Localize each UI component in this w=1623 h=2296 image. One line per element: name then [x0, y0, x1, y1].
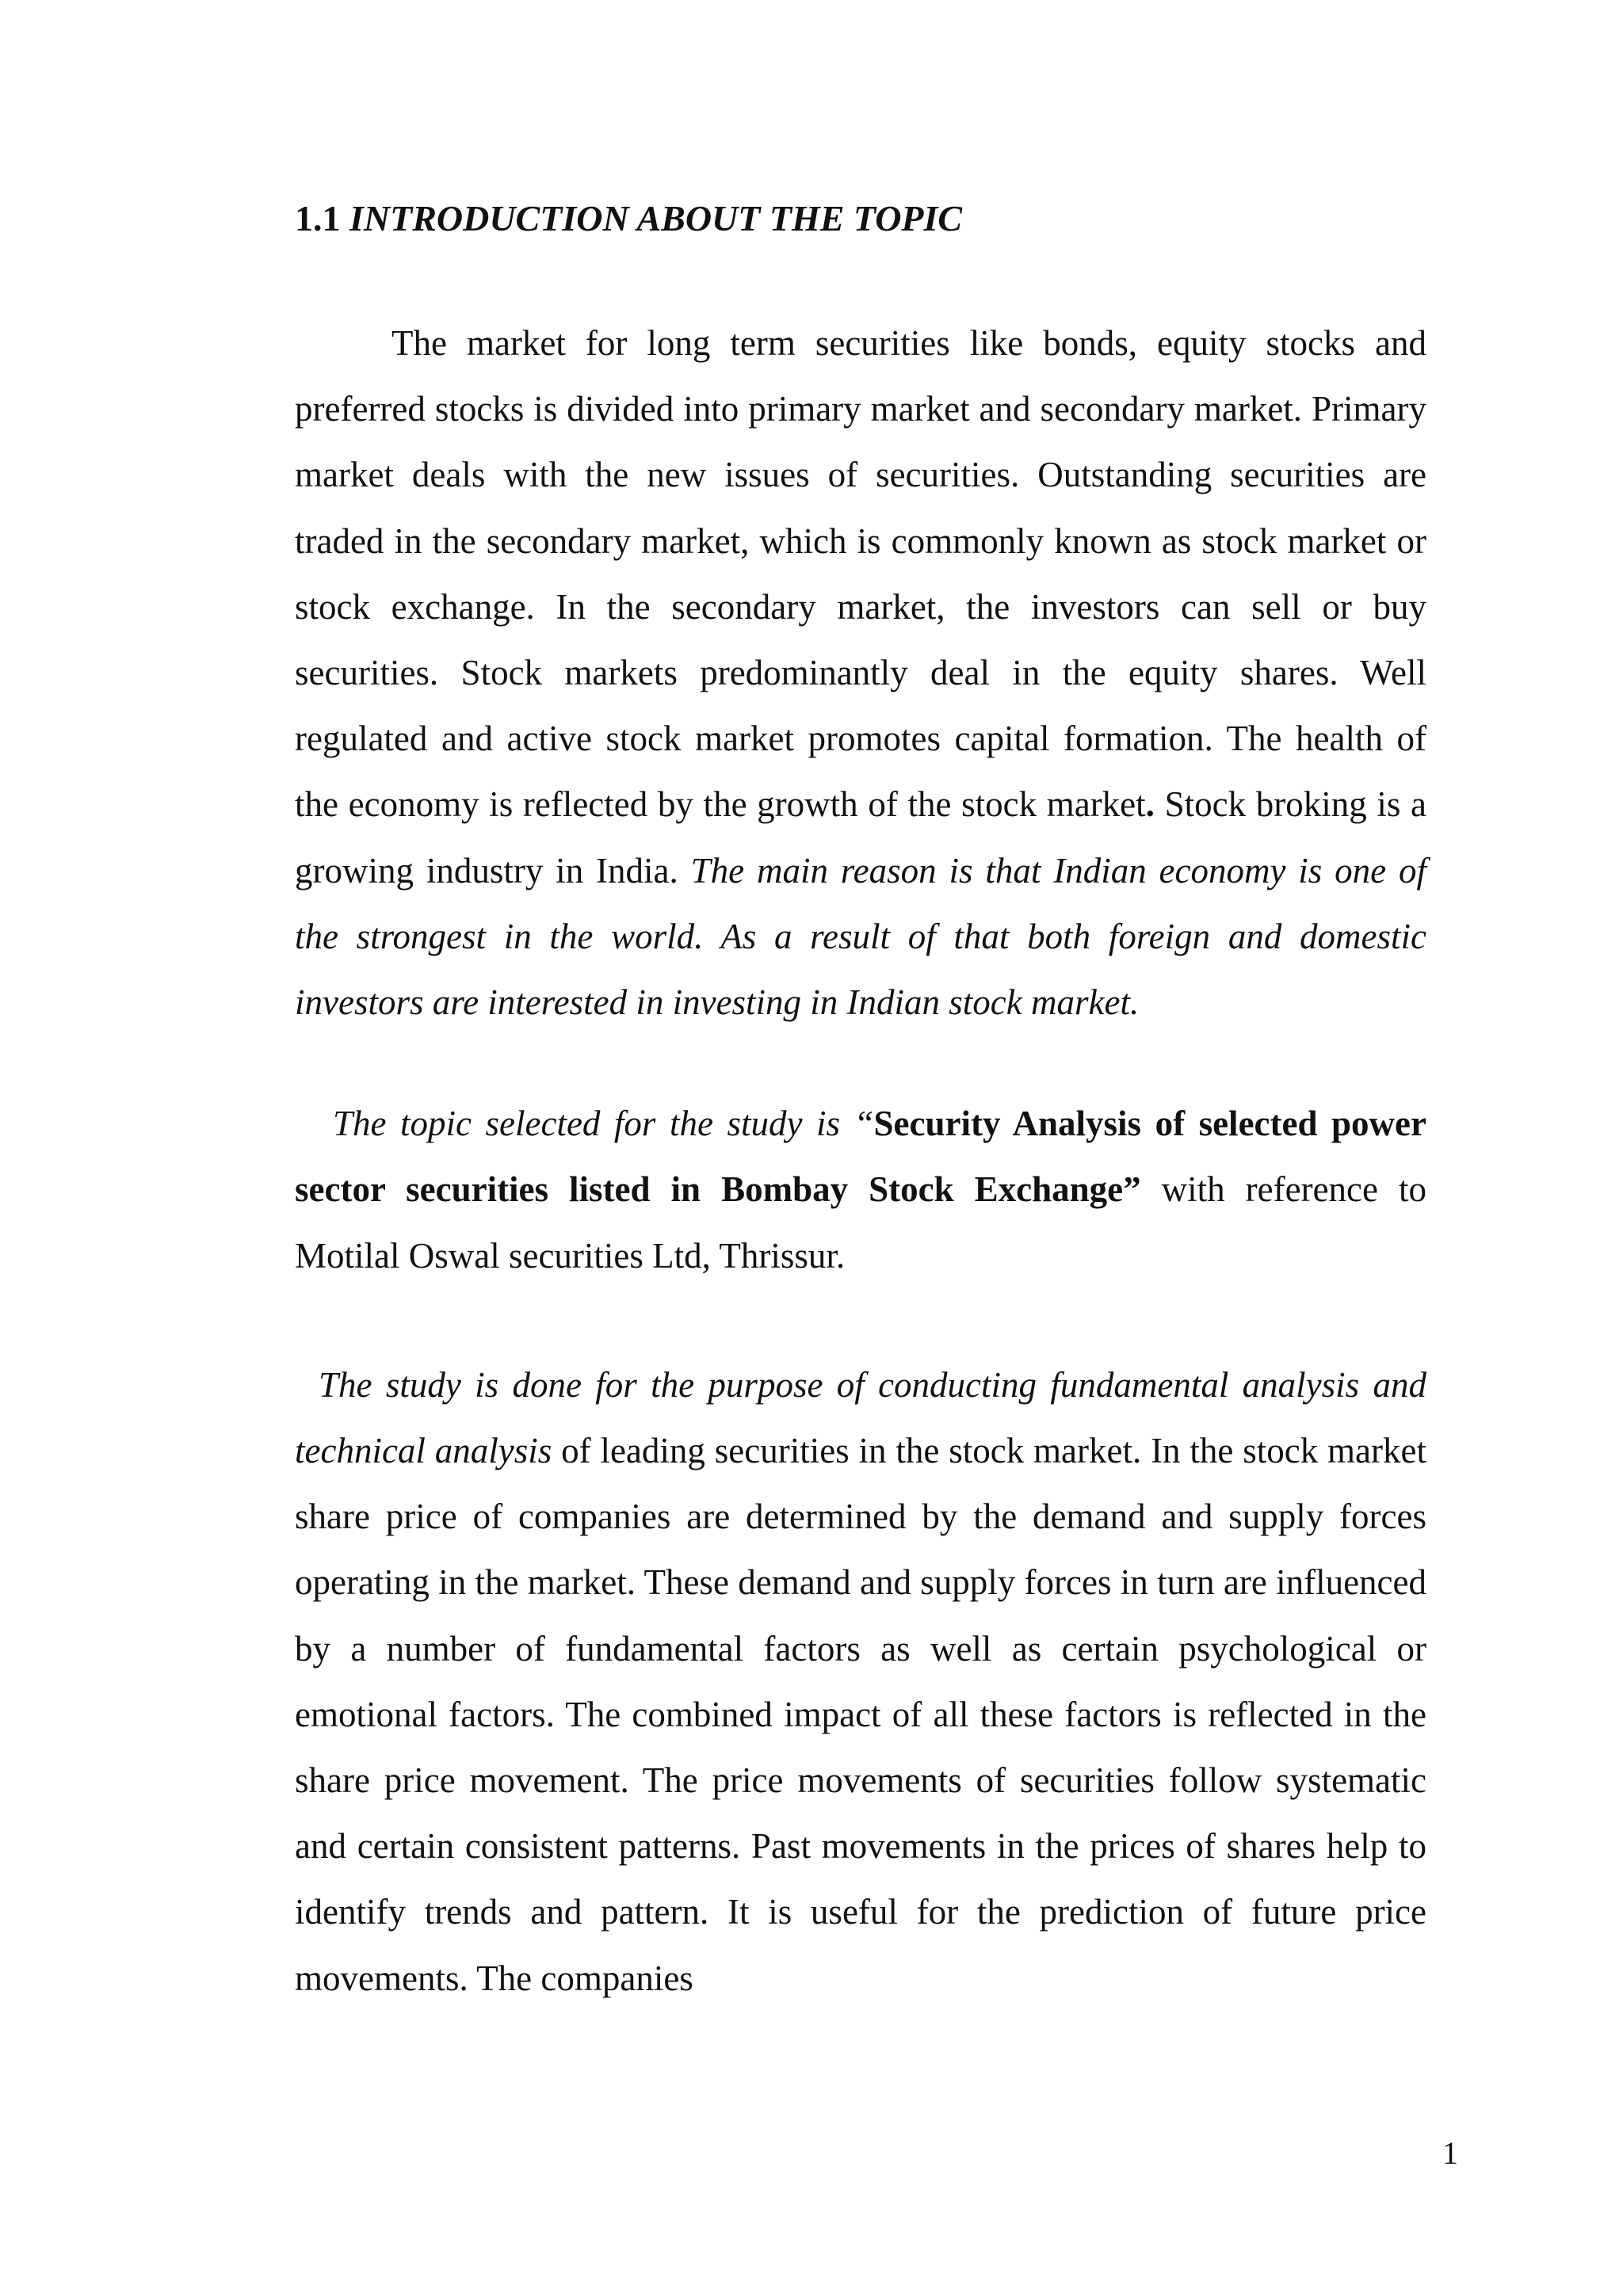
- section-number: 1.1: [295, 198, 341, 238]
- study-paragraph: [295, 1352, 1426, 2012]
- study-lead-italic: The study is done for the purpose of conducting fundamental analysis and technical analysis: [295, 1364, 1426, 1471]
- topic-lead-italic: The topic selected for the study is “: [333, 1104, 874, 1144]
- page-number: 1: [1442, 2135, 1458, 2171]
- intro-text-broking: Stock broking is a growing industry in India.: [295, 784, 1427, 891]
- intro-italic-text: The main reason is that Indian economy is one of the strongest in the world. As a result of that both foreign and domestic investors are interested in investing in Indian stock market.: [295, 850, 1426, 1023]
- topic-tail: with reference to Motilal Oswal securities Ltd, Thrissur.: [295, 1169, 1426, 1276]
- section-title: INTRODUCTION ABOUT THE TOPIC: [349, 198, 963, 238]
- intro-text: The market for long term securities like bonds, equity stocks and preferred stocks is divided into primary market and secondary market. Primary market deals with the new issues of securities. Outstanding securities are traded in the secondary market, which is commonly known as stock market or stock exchange. In the secondary market, the investors can sell or buy securities. Stock markets predominantly deal in the equity shares. Well regulated and active stock market promotes capital formation. The health of the economy is reflected by the growth of the stock market: [295, 323, 1426, 825]
- topic-title-bold: Security Analysis of selected power sector securities listed in Bombay Stock Exchange”: [295, 1104, 1426, 1210]
- study-body: of leading securities in the stock market. In the stock market share price of companies are determined by the demand and supply forces operating in the market. These demand and supply forces in turn are influenced by a number of fundamental factors as well as certain psychological or emotional factors. The combined impact of all these factors is reflected in the share price movement. The price movements of securities follow systematic and certain consistent patterns. Past movements in the prices of shares help to identify trends and pattern. It is useful for the prediction of future price movements. The companies: [295, 1431, 1426, 1998]
- bold-period: .: [1145, 784, 1155, 825]
- intro-paragraph: [295, 311, 1426, 1035]
- page-content: [295, 190, 1426, 2012]
- topic-paragraph: [295, 1091, 1426, 1289]
- section-heading: [295, 190, 1426, 247]
